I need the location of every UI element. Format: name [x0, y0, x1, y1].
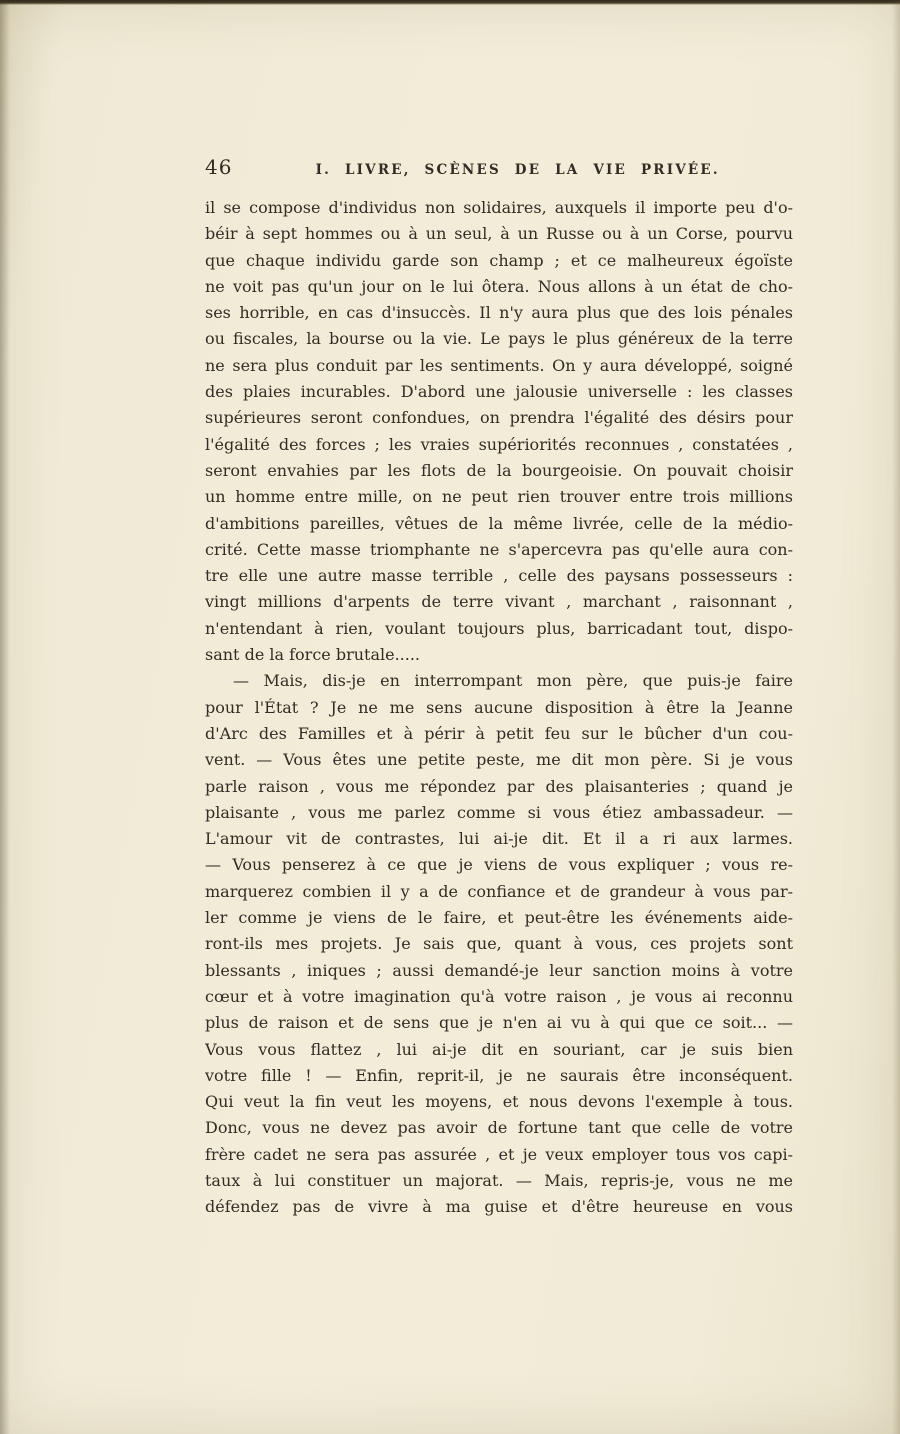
text-line: supérieures seront confondues, on prendra l'égalité des désirs pour [205, 408, 793, 428]
text-line: — Vous penserez à ce que je viens de vous expliquer ; vous re- [205, 855, 793, 875]
text-line: des plaies incurables. D'abord une jalousie universelle : les classes [205, 382, 793, 402]
text-line: pour l'État ? Je ne me sens aucune disposition à être la Jeanne [205, 697, 793, 717]
scan-edge-left [0, 0, 10, 1434]
text-line: crité. Cette masse triomphante ne s'apercevra pas qu'elle aura con- [205, 539, 793, 559]
page-number: 46 [205, 155, 233, 179]
text-line: ou fiscales, la bourse ou la vie. Le pays le plus généreux de la terre [205, 329, 793, 349]
text-line: cœur et à votre imagination qu'à votre raison , je vous ai reconnu [205, 986, 793, 1006]
text-line: blessants , iniques ; aussi demandé-je leur sanction moins à votre [205, 960, 793, 980]
text-line: d'Arc des Familles et à périr à petit feu sur le bûcher d'un cou- [205, 723, 793, 743]
text-line: que chaque individu garde son champ ; et ce malheureux égoïste [205, 250, 793, 270]
text-line: un homme entre mille, on ne peut rien trouver entre trois millions [205, 487, 793, 507]
text-line: marquerez combien il y a de confiance et de grandeur à vous par- [205, 881, 793, 901]
text-line: frère cadet ne sera pas assurée , et je veux employer tous vos capi- [205, 1144, 793, 1164]
text-line: ne voit pas qu'un jour on le lui ôtera. Nous allons à un état de cho- [205, 276, 793, 296]
text-line: ne sera plus conduit par les sentiments. On y aura développé, soigné [205, 355, 793, 375]
text-line: ler comme je viens de le faire, et peut-être les événements aide- [205, 908, 793, 928]
scan-edge-right [892, 0, 900, 1434]
text-line: plus de raison et de sens que je n'en ai vu à qui que ce soit... — [205, 1013, 793, 1033]
text-line: Vous vous flattez , lui ai-je dit en souriant, car je suis bien [205, 1039, 793, 1059]
text-line: Qui veut la fin veut les moyens, et nous devons l'exemple à tous. [205, 1092, 793, 1112]
text-line: taux à lui constituer un majorat. — Mais, repris-je, vous ne me [205, 1170, 793, 1190]
text-line: sant de la force brutale..... [205, 645, 421, 665]
text-line: l'égalité des forces ; les vraies supériorités reconnues , constatées , [205, 434, 793, 454]
running-title: I. LIVRE, SCÈNES DE LA VIE PRIVÉE. [315, 162, 720, 178]
text-line: seront envahies par les flots de la bourgeoisie. On pouvait choisir [205, 460, 793, 480]
text-line: il se compose d'individus non solidaires, auxquels il importe peu d'o- [205, 198, 793, 217]
text-line: béir à sept hommes ou à un seul, à un Russe ou à un Corse, pourvu [205, 224, 793, 244]
print-area [205, 155, 793, 1221]
text-line: d'ambitions pareilles, vêtues de la même livrée, celle de la médio- [205, 513, 793, 533]
text-line: plaisante , vous me parlez comme si vous étiez ambassadeur. — [205, 802, 793, 822]
text-line: vent. — Vous êtes une petite peste, me dit mon père. Si je vous [205, 750, 793, 770]
page-header [205, 155, 793, 179]
text-line: L'amour vit de contrastes, lui ai-je dit. Et il a ri aux larmes. [205, 829, 793, 849]
text-line: Donc, vous ne devez pas avoir de fortune tant que celle de votre [205, 1118, 793, 1138]
text-line: — Mais, dis-je en interrompant mon père, que puis-je faire [233, 671, 793, 691]
text-line: votre fille ! — Enfin, reprit-il, je ne saurais être inconséquent. [205, 1065, 793, 1085]
scan-edge-top [0, 0, 900, 5]
text-line: défendez pas de vivre à ma guise et d'être heureuse en vous [205, 1197, 793, 1217]
text-line: tre elle une autre masse terrible , celle des paysans possesseurs : [205, 566, 793, 586]
text-line: ses horrible, en cas d'insuccès. Il n'y aura plus que des lois pénales [205, 303, 793, 323]
page-text [205, 195, 793, 1221]
text-line: n'entendant à rien, voulant toujours plus, barricadant tout, dispo- [205, 618, 793, 638]
text-line: vingt millions d'arpents de terre vivant , marchant , raisonnant , [205, 592, 793, 612]
text-line: ront-ils mes projets. Je sais que, quant à vous, ces projets sont [205, 934, 793, 954]
text-line: parle raison , vous me répondez par des plaisanteries ; quand je [205, 776, 793, 796]
